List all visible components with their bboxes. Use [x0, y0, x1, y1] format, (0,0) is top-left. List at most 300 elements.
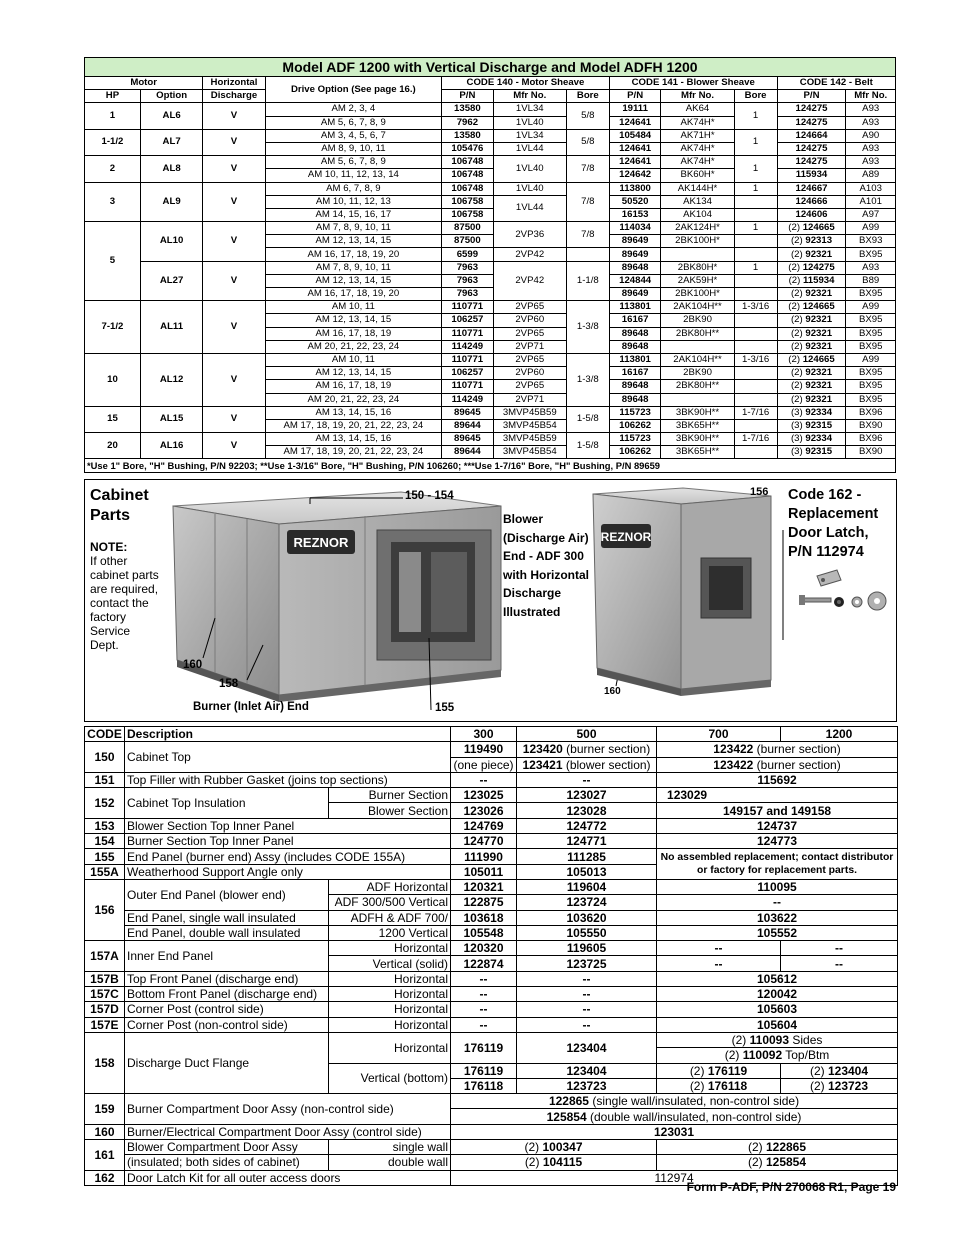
- mfr-cell: 2BK100H*: [661, 235, 734, 248]
- pn-cell: 89649: [609, 235, 661, 248]
- bore-cell: [734, 327, 777, 340]
- value-cell: 103622: [657, 910, 898, 925]
- table-row: [85, 818, 898, 833]
- code-cell: 151: [85, 772, 125, 787]
- sub-label: Vertical (solid): [329, 956, 451, 971]
- pn-cell: 113801: [609, 301, 661, 314]
- pn-cell: 89648: [609, 340, 661, 353]
- bore-cell: [734, 419, 777, 432]
- mfr-cell: 1VL40: [493, 116, 566, 129]
- qty: (2): [790, 340, 803, 352]
- value-cell: 122875: [451, 895, 517, 910]
- drive-cell: AM 12, 13, 14, 15: [265, 314, 441, 327]
- hp-cell: 20: [85, 433, 141, 459]
- code-cell: 157A: [85, 941, 125, 972]
- mfr-cell: BX95: [846, 327, 896, 340]
- hp-cell: 10: [85, 353, 141, 406]
- mfr-cell: 3BK65H**: [661, 419, 734, 432]
- pn-cell: 87500: [442, 222, 494, 235]
- qty: (2): [524, 1140, 543, 1155]
- pn-cell: 89645: [442, 406, 494, 419]
- drive-cell: AM 16, 17, 18, 19: [265, 327, 441, 340]
- description-cell: End Panel, double wall insulated: [125, 925, 329, 940]
- pn-cell: 115934: [802, 274, 835, 286]
- code-cell: 160: [85, 1124, 125, 1139]
- description-cell: Burner/Electrical Compartment Door Assy (control side): [125, 1124, 451, 1139]
- mfr-cell: 3BK90H**: [661, 406, 734, 419]
- code-cell: 155A: [85, 864, 125, 879]
- bore-cell: 1-5/8: [566, 406, 609, 432]
- value-cell: --: [451, 1002, 517, 1017]
- drive-cell: AM 13, 14, 15, 16: [265, 406, 441, 419]
- sub-label: Blower Section: [329, 803, 451, 818]
- hp-cell: 5: [85, 222, 141, 301]
- pn-cell: 124275: [777, 116, 846, 129]
- code-cell: 155: [85, 849, 125, 864]
- sub-label: ADF Horizontal: [329, 879, 451, 894]
- pn-cell: 92321: [805, 380, 833, 392]
- sub-label: Horizontal: [329, 1017, 451, 1032]
- value-cell: 123025: [451, 788, 517, 803]
- pn-cell: 106748: [442, 182, 494, 195]
- bore-cell: [734, 393, 777, 406]
- mfr-cell: A103: [846, 182, 896, 195]
- description-cell: End Panel (burner end) Assy (includes CODE 155A): [125, 849, 451, 864]
- pn-cell: 115723: [609, 433, 661, 446]
- pn-cell: 92321: [805, 248, 833, 260]
- drive-cell: AM 16, 17, 18, 19, 20: [265, 288, 441, 301]
- qty: (3): [790, 406, 803, 418]
- drive-cell: AM 12, 13, 14, 15: [265, 274, 441, 287]
- qty: (2): [731, 1033, 750, 1048]
- value-cell: 123723: [827, 1078, 869, 1093]
- value-cell: 119605: [517, 941, 657, 956]
- mfr-cell: A93: [846, 116, 896, 129]
- drive-cell: AM 12, 13, 14, 15: [265, 367, 441, 380]
- note-text: If other cabinet parts are required, contact the factory Service Dept.: [90, 554, 159, 652]
- pn-cell: 124665: [802, 222, 835, 234]
- qty: (2): [790, 248, 803, 260]
- mfr-cell: 2VP60: [493, 314, 566, 327]
- mfr-cell: 3BK90H**: [661, 433, 734, 446]
- pn-cell: 106748: [442, 169, 494, 182]
- header-700: 700: [657, 727, 781, 742]
- description-cell: Top Filler with Rubber Gasket (joins top sections): [125, 772, 451, 787]
- code-cell: 156: [85, 879, 125, 940]
- sub-label: Horizontal: [329, 971, 451, 986]
- value-cell: 111990: [451, 849, 517, 864]
- sub-label: ADFH & ADF 700/: [329, 910, 451, 925]
- description-cell: Outer End Panel (blower end): [125, 879, 329, 910]
- value-cell: --: [451, 772, 517, 787]
- table-title: Model ADF 1200 with Vertical Discharge and Model ADFH 1200: [85, 58, 896, 77]
- value-cell: 123724: [517, 895, 657, 910]
- value-cell: 123029: [657, 788, 781, 803]
- callout-160-blower: 160: [604, 686, 621, 697]
- drive-cell: AM 5, 6, 7, 8, 9: [265, 156, 441, 169]
- mfr-cell: 2BK90: [661, 367, 734, 380]
- table-row: [85, 433, 896, 446]
- pn-cell: 92313: [805, 235, 833, 247]
- header-code: CODE: [85, 727, 125, 742]
- hp-cell: 2: [85, 156, 141, 182]
- value-cell: 123723: [517, 1078, 657, 1093]
- drive-cell: AM 7, 8, 9, 10, 11: [265, 222, 441, 235]
- pn-cell: 124275: [777, 156, 846, 169]
- mfr-cell: AK74H*: [661, 116, 734, 129]
- qty: (2): [790, 327, 803, 339]
- qty: (2): [790, 380, 803, 392]
- pn-cell: 124641: [609, 116, 661, 129]
- page-footer: Form P-ADF, P/N 270068 R1, Page 19: [686, 1180, 896, 1194]
- pn-cell: 124641: [609, 142, 661, 155]
- table-row: [85, 353, 896, 366]
- bore-cell: 1: [734, 129, 777, 155]
- code-cell: 161: [85, 1140, 125, 1171]
- qty: (2): [788, 261, 801, 273]
- mfr-cell: 2VP42: [493, 248, 566, 261]
- value-cell: 105013: [517, 864, 657, 879]
- bore-cell: 1-7/16: [734, 433, 777, 446]
- mfr-cell: 2BK90: [661, 314, 734, 327]
- table-row: [85, 261, 896, 274]
- mfr-cell: 3MVP45B54: [493, 446, 566, 459]
- value-cell: 105548: [451, 925, 517, 940]
- description-cell: Cabinet Top: [125, 742, 451, 773]
- pn-cell: 13580: [442, 103, 494, 116]
- mfr-cell: AK134: [661, 195, 734, 208]
- description-cell: Discharge Duct Flange: [125, 1032, 329, 1093]
- option-cell: AL15: [140, 406, 202, 432]
- pn-cell: 110771: [442, 380, 494, 393]
- value-cell: 125854: [546, 1109, 587, 1124]
- bore-cell: [734, 367, 777, 380]
- mfr-cell: 3MVP45B59: [493, 433, 566, 446]
- value-cell: 122865: [765, 1140, 807, 1155]
- value-cell: 124772: [517, 818, 657, 833]
- value-cell: 105604: [657, 1017, 898, 1032]
- code-cell: 154: [85, 834, 125, 849]
- header-1200: 1200: [781, 727, 898, 742]
- value-cell: 123027: [517, 788, 657, 803]
- bore-cell: 1-5/8: [566, 433, 609, 459]
- mfr-cell: B89: [846, 274, 896, 287]
- bore-cell: [734, 288, 777, 301]
- value-cell: 123031: [451, 1124, 898, 1139]
- value-cell: 125854: [765, 1155, 807, 1170]
- pn-cell: 89644: [442, 419, 494, 432]
- discharge-cell: V: [203, 353, 265, 406]
- value-note: (burner section): [562, 742, 651, 757]
- mfr-cell: BX95: [846, 288, 896, 301]
- value-cell: 119490: [451, 742, 517, 757]
- drive-cell: AM 12, 13, 14, 15: [265, 235, 441, 248]
- description-cell: Cabinet Top Insulation: [125, 788, 329, 819]
- sub-label: Horizontal: [329, 1032, 451, 1063]
- drive-cell: AM 16, 17, 18, 19, 20: [265, 248, 441, 261]
- bore-cell: 1-3/8: [566, 353, 609, 406]
- table-row: [85, 406, 896, 419]
- table-row: [85, 1140, 898, 1155]
- mfr-cell: 2VP42: [493, 261, 566, 301]
- value-cell: --: [781, 956, 898, 971]
- value-cell: 120321: [451, 879, 517, 894]
- pn-cell: 89648: [609, 380, 661, 393]
- callout-158: 158: [219, 678, 239, 690]
- pn-cell: 89648: [609, 261, 661, 274]
- mfr-cell: 2BK80H**: [661, 380, 734, 393]
- mfr-cell: 1VL40: [493, 182, 566, 195]
- hp-cell: 1: [85, 103, 141, 129]
- cabinet-parts-title: Cabinet Parts: [90, 487, 149, 524]
- table-row: [85, 834, 898, 849]
- pn-cell: 124606: [777, 208, 846, 221]
- table-row: [85, 182, 896, 195]
- pn-cell: 124642: [609, 169, 661, 182]
- value-cell: 124773: [657, 834, 898, 849]
- sub-label: double wall: [329, 1155, 451, 1170]
- mfr-cell: AK104: [661, 208, 734, 221]
- header-drive-option: Drive Option (See page 16.): [265, 77, 441, 103]
- sub-label: ADF 300/500 Vertical: [329, 895, 451, 910]
- cabinet-parts-table: [84, 726, 898, 1186]
- mfr-cell: 1VL44: [493, 195, 566, 221]
- table-row: [85, 941, 898, 956]
- qty: (3): [790, 446, 803, 458]
- code-cell: 152: [85, 788, 125, 819]
- qty: (2): [747, 1140, 766, 1155]
- pn-cell: 92315: [805, 446, 833, 458]
- description-cell: Burner Section Top Inner Panel: [125, 834, 451, 849]
- table-row: [85, 1094, 898, 1109]
- qty: (3): [790, 419, 803, 431]
- hp-cell: 15: [85, 406, 141, 432]
- mfr-cell: BX95: [846, 314, 896, 327]
- qty: (2): [790, 235, 803, 247]
- qty: (2): [809, 1063, 828, 1078]
- bore-cell: [734, 314, 777, 327]
- discharge-cell: V: [203, 182, 265, 222]
- callout-160: 160: [183, 659, 203, 671]
- option-cell: AL27: [140, 261, 202, 301]
- pn-cell: 106758: [442, 208, 494, 221]
- pn-cell: 124275: [777, 142, 846, 155]
- mfr-cell: 2AK59H*: [661, 274, 734, 287]
- qty: (2): [689, 1063, 708, 1078]
- drive-cell: AM 10, 11: [265, 301, 441, 314]
- pn-cell: 115934: [777, 169, 846, 182]
- footnote: *Use 1" Bore, "H" Bushing, P/N 92203; **Use 1-3/16" Bore, "H" Bushing, P/N 106260; ***Use 1-7/16" Bore, "H" Bushing, P/N 89659: [85, 459, 896, 472]
- sub-label: Vertical (bottom): [329, 1063, 451, 1094]
- value-cell: 123422: [713, 742, 754, 757]
- hp-cell: 7-1/2: [85, 301, 141, 354]
- qty: (2): [790, 393, 803, 405]
- qty: (2): [724, 1048, 743, 1063]
- value-cell: 110095: [657, 879, 898, 894]
- value-cell: 105612: [657, 971, 898, 986]
- mfr-cell: 2VP60: [493, 367, 566, 380]
- pn-cell: 110771: [442, 353, 494, 366]
- hp-cell: 1-1/2: [85, 129, 141, 155]
- mfr-cell: 1VL44: [493, 142, 566, 155]
- value-cell: 103618: [451, 910, 517, 925]
- description-cell: Corner Post (control side): [125, 1002, 329, 1017]
- pn-cell: 7963: [442, 274, 494, 287]
- bore-cell: 7/8: [566, 182, 609, 222]
- pn-cell: 7963: [442, 261, 494, 274]
- value-cell: 123026: [451, 803, 517, 818]
- value-cell: 123420: [522, 742, 563, 757]
- header-hp: HP: [85, 90, 141, 103]
- value-cell: 123422: [713, 757, 754, 772]
- pn-cell: 124665: [802, 354, 835, 366]
- value-cell: 104115: [542, 1155, 583, 1170]
- pn-cell: 92334: [805, 406, 833, 418]
- value-cell: 176118: [707, 1078, 748, 1093]
- mfr-cell: A93: [846, 103, 896, 116]
- mfr-cell: 1VL40: [493, 156, 566, 182]
- value-cell: 123421: [522, 757, 563, 772]
- discharge-cell: V: [203, 156, 265, 182]
- drive-cell: AM 2, 3, 4: [265, 103, 441, 116]
- bore-cell: 1: [734, 103, 777, 129]
- door-latch-kit-image: [793, 568, 893, 624]
- value-cell: 124770: [451, 834, 517, 849]
- description-cell: Bottom Front Panel (discharge end): [125, 987, 329, 1002]
- value-cell: 119604: [517, 879, 657, 894]
- header-code141: CODE 141 - Blower Sheave: [609, 77, 777, 90]
- value-cell: --: [657, 895, 898, 910]
- mfr-cell: 2VP71: [493, 340, 566, 353]
- code-cell: 159: [85, 1094, 125, 1125]
- discharge-cell: V: [203, 261, 265, 301]
- value-cell: 123404: [827, 1063, 869, 1078]
- pn-cell: 110771: [442, 327, 494, 340]
- mfr-cell: A99: [846, 301, 896, 314]
- bore-cell: 1-3/16: [734, 353, 777, 366]
- pn-cell: 106257: [442, 314, 494, 327]
- description-cell: Burner Compartment Door Assy (non-control side): [125, 1094, 451, 1125]
- header-500: 500: [517, 727, 657, 742]
- pn-cell: 124275: [777, 103, 846, 116]
- value-cell: --: [657, 956, 781, 971]
- bore-cell: 1: [734, 182, 777, 195]
- mfr-cell: AK74H*: [661, 156, 734, 169]
- pn-cell: 89648: [609, 327, 661, 340]
- pn-cell: 124664: [777, 129, 846, 142]
- table-row: [85, 788, 898, 803]
- mfr-cell: 2BK80H*: [661, 261, 734, 274]
- value-note: Sides: [789, 1033, 823, 1048]
- header-option: Option: [140, 90, 202, 103]
- discharge-cell: V: [203, 406, 265, 432]
- pn-cell: 50520: [609, 195, 661, 208]
- code-cell: 157B: [85, 971, 125, 986]
- header-description: Description: [125, 727, 451, 742]
- value-cell: 123404: [517, 1032, 657, 1063]
- drive-cell: AM 13, 14, 15, 16: [265, 433, 441, 446]
- description-cell: End Panel, single wall insulated: [125, 910, 329, 925]
- brand-logo: REZNOR: [600, 530, 652, 544]
- pn-cell: 16167: [609, 367, 661, 380]
- qty: (2): [809, 1078, 828, 1093]
- mfr-cell: 3MVP45B54: [493, 419, 566, 432]
- mfr-cell: A99: [846, 222, 896, 235]
- mfr-cell: 2VP65: [493, 353, 566, 366]
- value-cell: 176119: [707, 1063, 748, 1078]
- drive-parts-table: [84, 57, 896, 473]
- table-row: [85, 879, 898, 894]
- mfr-cell: [661, 340, 734, 353]
- pn-cell: 92321: [805, 288, 833, 300]
- code162-caption: Code 162 - Replacement Door Latch, P/N 112974: [788, 487, 879, 560]
- code-cell: 157C: [85, 987, 125, 1002]
- table-row: [85, 156, 896, 169]
- value-cell: 123028: [517, 803, 657, 818]
- pn-cell: 114249: [442, 393, 494, 406]
- option-cell: AL12: [140, 353, 202, 406]
- pn-cell: 89648: [609, 393, 661, 406]
- drive-cell: AM 20, 21, 22, 23, 24: [265, 393, 441, 406]
- discharge-cell: V: [203, 222, 265, 262]
- value-cell: --: [517, 1017, 657, 1032]
- mfr-cell: 2AK104H**: [661, 353, 734, 366]
- header-mfr: Mfr No.: [661, 90, 734, 103]
- pn-cell: 19111: [609, 103, 661, 116]
- drive-cell: AM 5, 6, 7, 8, 9: [265, 116, 441, 129]
- value-cell: 105550: [517, 925, 657, 940]
- header-horizontal: Horizontal: [203, 77, 265, 90]
- value-cell: 122865: [548, 1094, 589, 1109]
- drive-cell: AM 10, 11, 12, 13: [265, 195, 441, 208]
- table-row: [85, 987, 898, 1002]
- pn-cell: 124665: [802, 301, 835, 313]
- note-label: NOTE:: [90, 540, 128, 554]
- value-cell: 103620: [517, 910, 657, 925]
- mfr-cell: A99: [846, 353, 896, 366]
- discharge-cell: V: [203, 129, 265, 155]
- cabinet-photo-blower-end: [591, 484, 781, 710]
- qty: (2): [790, 367, 803, 379]
- qty: (2): [747, 1155, 766, 1170]
- sub-label: Horizontal: [329, 941, 451, 956]
- bore-cell: 1: [734, 156, 777, 182]
- drive-cell: AM 10, 11, 12, 13, 14: [265, 169, 441, 182]
- value-cell: --: [517, 971, 657, 986]
- drive-cell: AM 20, 21, 22, 23, 24: [265, 340, 441, 353]
- mfr-cell: 1VL34: [493, 129, 566, 142]
- mfr-cell: AK71H*: [661, 129, 734, 142]
- pn-cell: 114034: [609, 222, 661, 235]
- pn-cell: 113800: [609, 182, 661, 195]
- value-cell: --: [451, 1017, 517, 1032]
- header-pn: P/N: [777, 90, 846, 103]
- pn-cell: 124844: [609, 274, 661, 287]
- code-cell: 150: [85, 742, 125, 773]
- mfr-cell: BX90: [846, 419, 896, 432]
- value-cell: 123404: [517, 1063, 657, 1078]
- pn-cell: 124641: [609, 156, 661, 169]
- bore-cell: [734, 195, 777, 208]
- value-cell: 176119: [451, 1032, 517, 1063]
- pn-cell: 105484: [609, 129, 661, 142]
- bore-cell: [734, 446, 777, 459]
- bore-cell: [734, 208, 777, 221]
- bore-cell: [734, 380, 777, 393]
- pn-cell: 13580: [442, 129, 494, 142]
- mfr-cell: [661, 248, 734, 261]
- value-cell: 100347: [542, 1140, 583, 1155]
